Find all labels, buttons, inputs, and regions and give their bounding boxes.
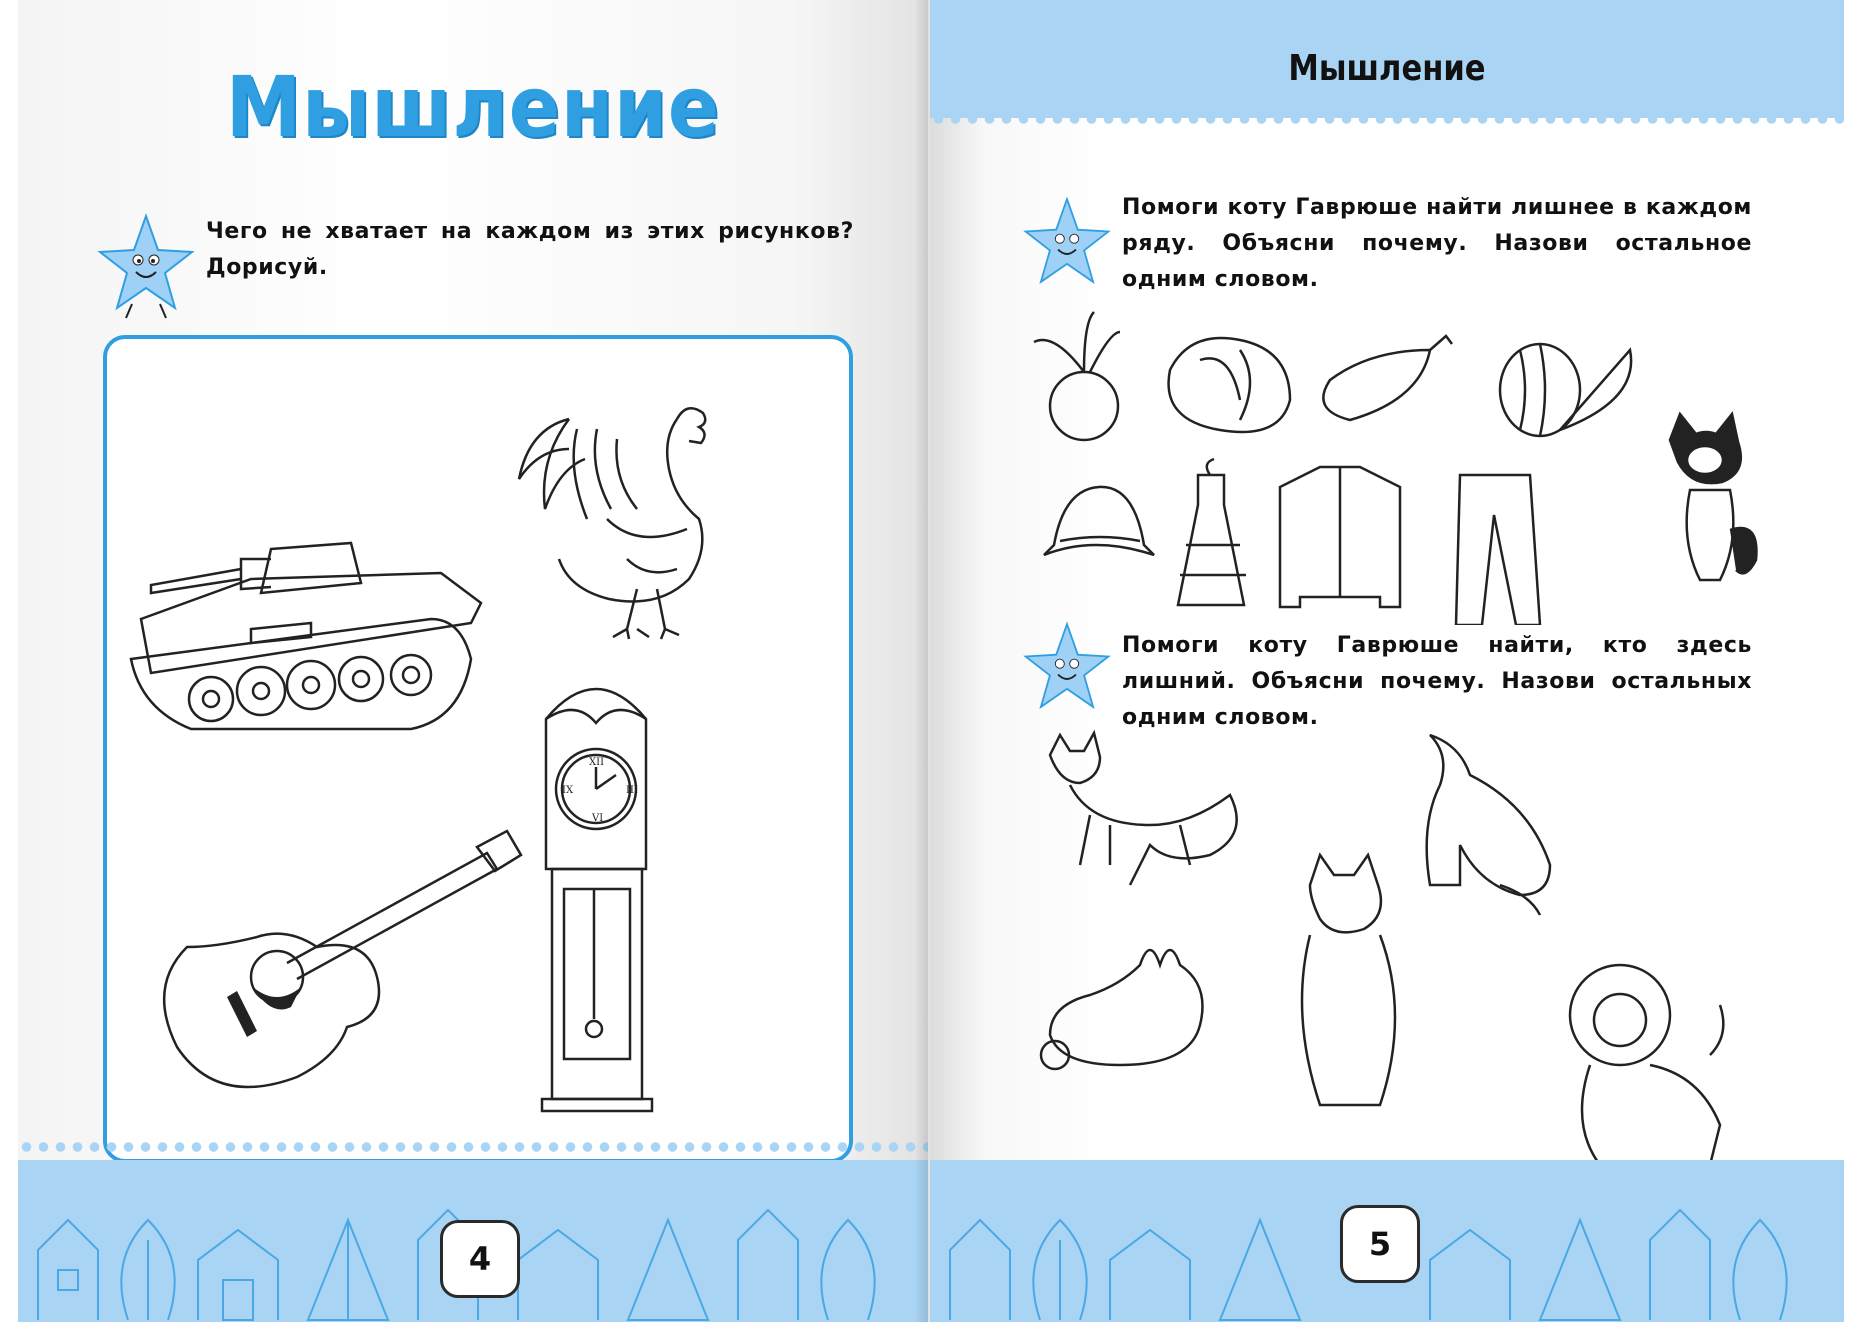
svg-text:IX: IX — [562, 785, 574, 796]
right-page — [930, 0, 1844, 1322]
star-mascot-icon — [96, 212, 196, 322]
grandfather-clock-drawing — [532, 679, 662, 1119]
header-title: Мышление — [1288, 48, 1486, 89]
tank-drawing — [121, 539, 501, 739]
page-title: Мышление — [225, 58, 721, 156]
hat-drawing — [1044, 487, 1154, 555]
beet-drawing — [1034, 312, 1120, 440]
page-number: 4 — [440, 1220, 520, 1298]
cabbage-drawing — [1169, 338, 1290, 432]
clothes-row — [1030, 455, 1610, 625]
dotted-border — [930, 112, 1844, 126]
lynx-drawing — [1302, 855, 1395, 1105]
cat-gavryusha-drawing — [1650, 410, 1760, 600]
trousers-drawing — [1456, 475, 1540, 625]
svg-text:III: III — [626, 785, 638, 796]
eggplant-drawing — [1323, 336, 1452, 420]
fox-drawing — [1050, 733, 1237, 885]
dotted-border — [18, 1140, 928, 1154]
rooster-drawing — [507, 389, 737, 649]
shirt-drawing — [1280, 467, 1400, 607]
lion-drawing — [1570, 965, 1723, 1165]
task-instruction-1: Помоги коту Гаврюше найти лишнее в каждом ряду. Объясни почему. Назови остальное одним словом. — [1122, 195, 1752, 292]
left-page — [18, 0, 928, 1322]
vegetables-row — [1020, 310, 1640, 450]
page-number: 5 — [1340, 1205, 1420, 1283]
svg-text:VI: VI — [592, 813, 604, 824]
rabbit-drawing — [1041, 950, 1203, 1069]
watermelon-drawing — [1500, 344, 1631, 436]
drawing-frame — [103, 335, 853, 1163]
dress-drawing — [1178, 459, 1246, 605]
header-band — [930, 0, 1844, 118]
task-instruction-2: Помоги коту Гаврюше найти, кто здесь лишний. Объясни почему. Назови остальных одним словом. — [1122, 633, 1752, 730]
svg-text:XII: XII — [589, 757, 605, 768]
wolf-drawing — [1427, 735, 1550, 915]
star-mascot-icon — [1022, 195, 1112, 295]
task-instruction: Чего не хватает на каждом из этих рисунков? Дорисуй. — [206, 219, 854, 280]
guitar-drawing — [147, 827, 527, 1097]
star-mascot-icon — [1022, 620, 1112, 720]
animals-group — [1030, 725, 1750, 1165]
